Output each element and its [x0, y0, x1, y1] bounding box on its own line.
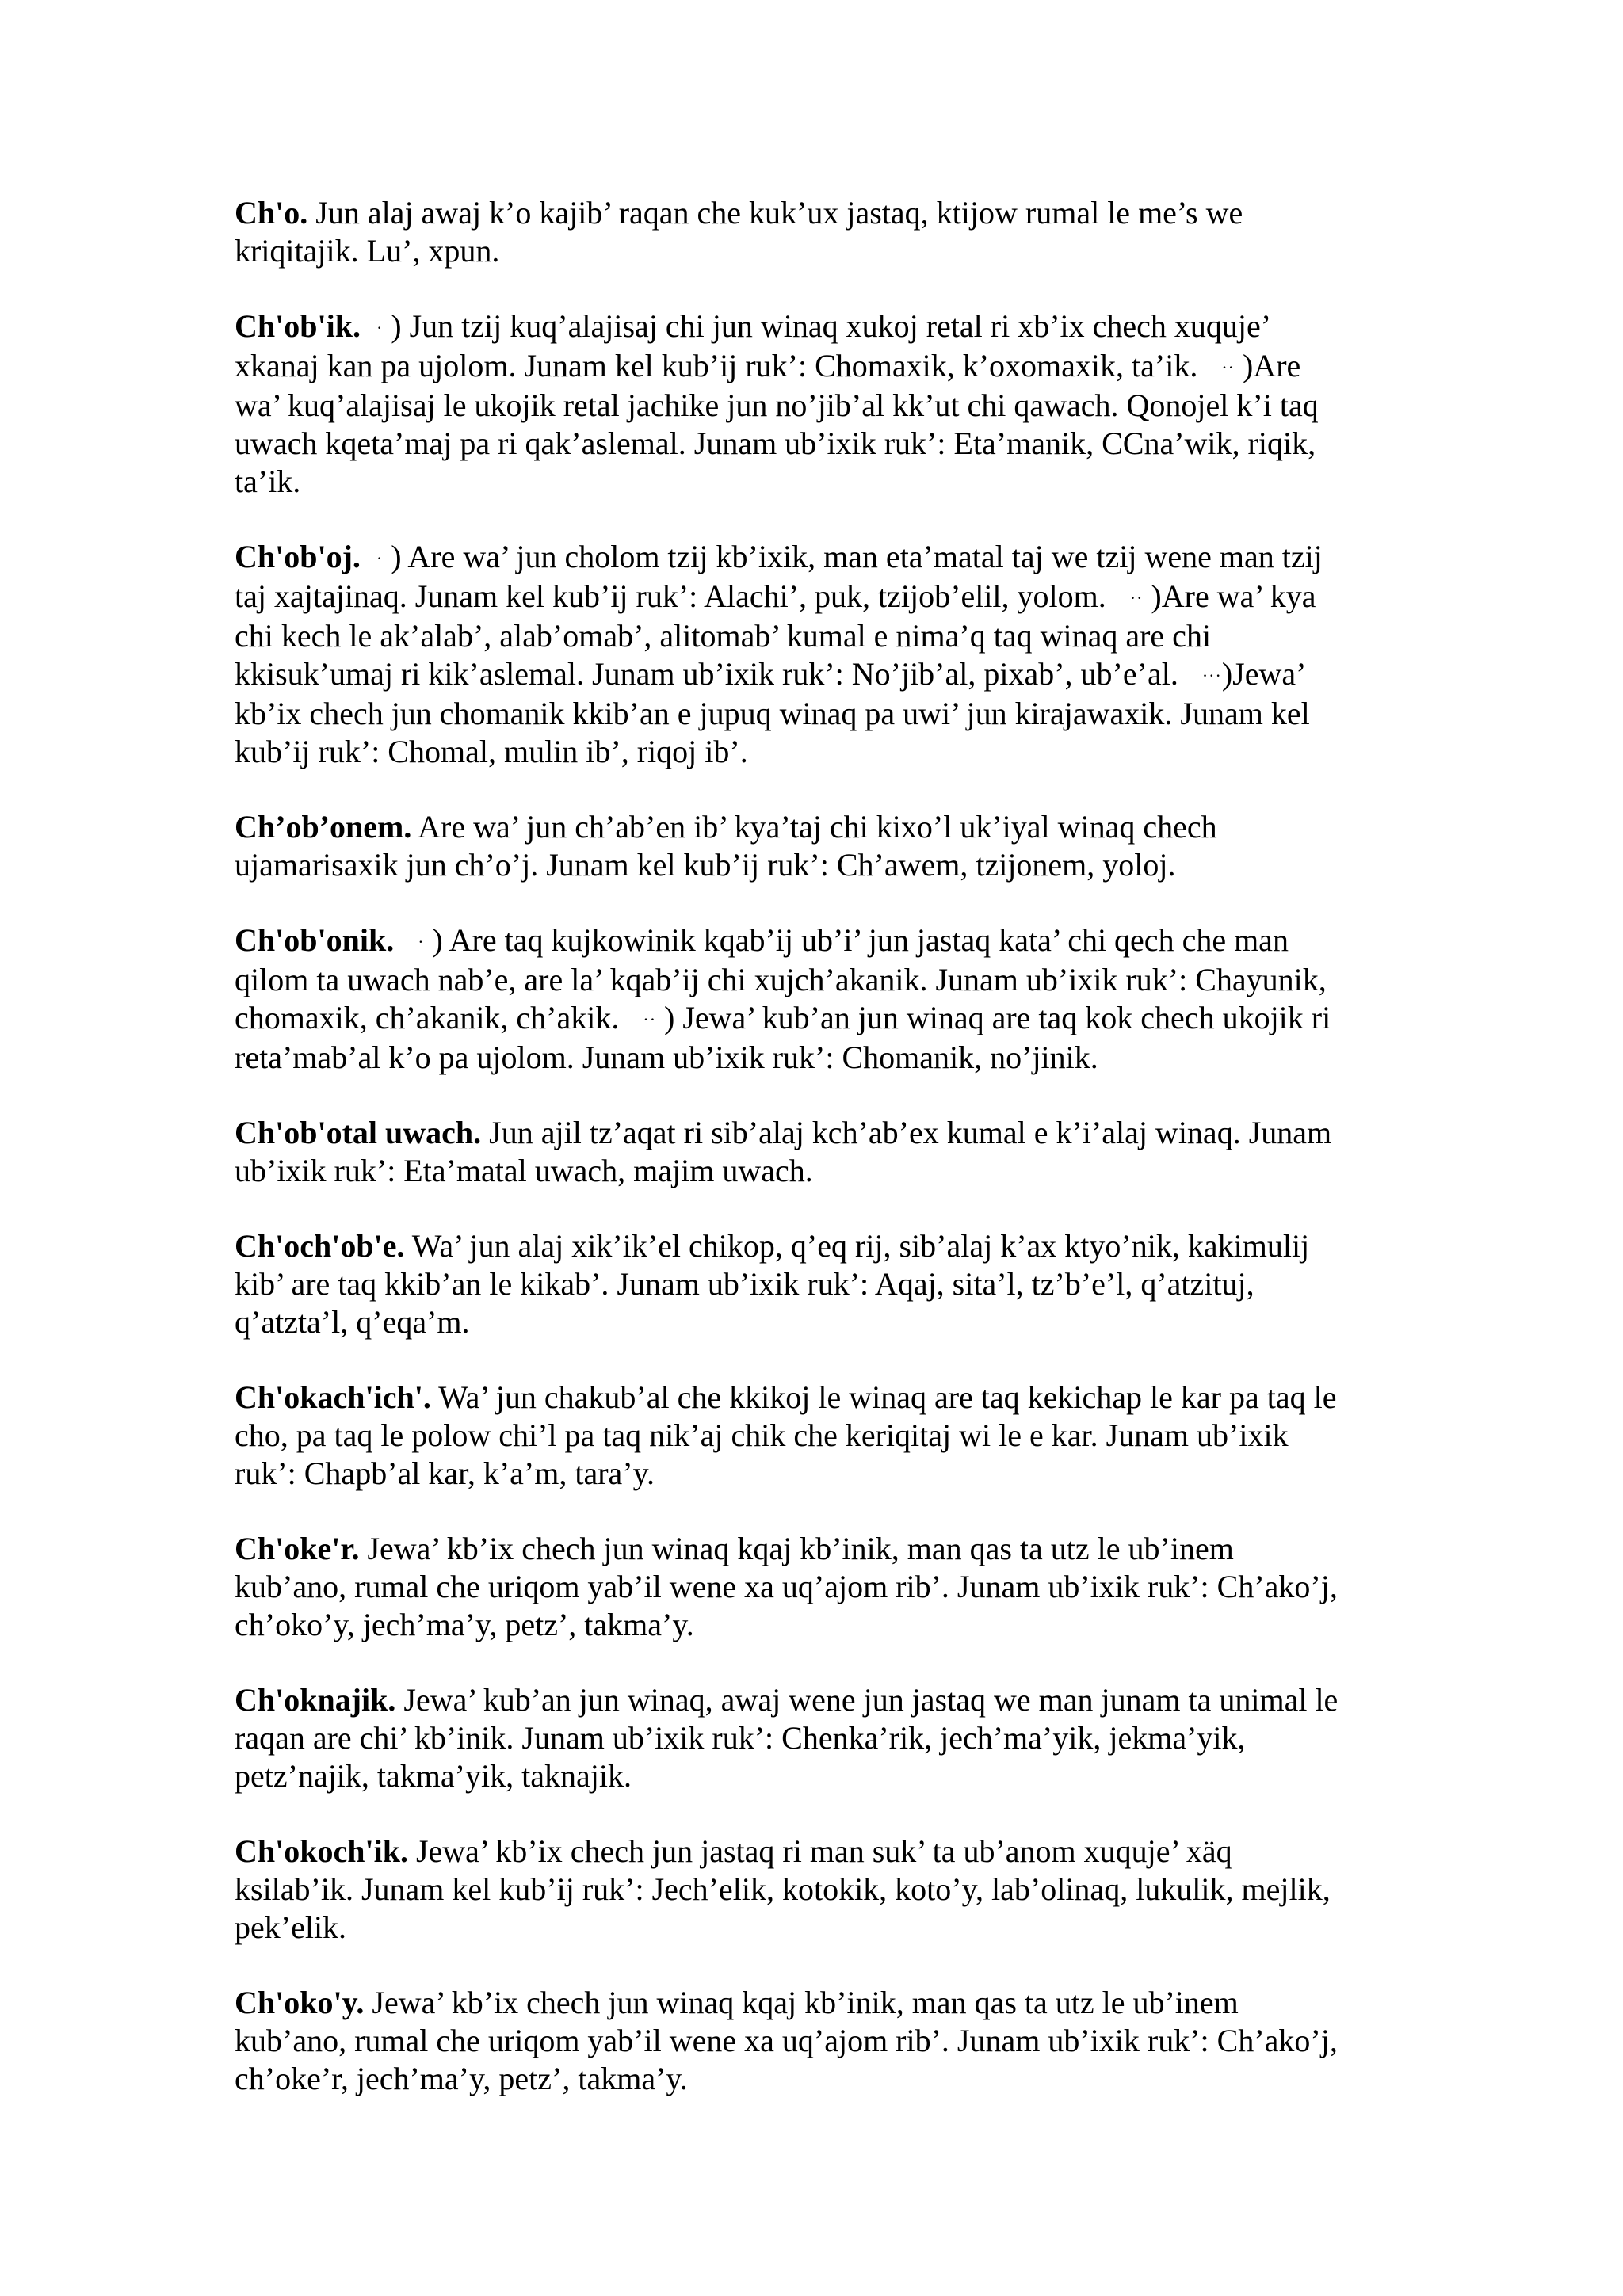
- entry-text: chomaxik, ch’akanik, ch’akik.: [235, 1000, 620, 1035]
- entry-term: Ch'okach'ich'.: [235, 1379, 431, 1415]
- entry-text: Jewa’ kb’ix chech jun jastaq ri man suk’ ta ub’anom xuquje’ xäq: [415, 1833, 1232, 1869]
- entry-term: Ch'ob'onik.: [235, 922, 395, 958]
- sense-number-3: ···: [1201, 666, 1222, 685]
- dictionary-entry: [235, 808, 1400, 884]
- dictionary-entry: [235, 1833, 1400, 1947]
- entry-text: cho, pa taq le polow chi’l pa taq nik’aj chik che keriqitaj wi le e kar. Junam ub’ixik: [235, 1417, 1289, 1453]
- entry-term: Ch’ob’onem.: [235, 809, 412, 845]
- document-page: [235, 194, 1400, 2135]
- entry-text: ) Jewa’ kub’an jun winaq are taq kok chech ukojik ri: [664, 1000, 1331, 1035]
- entry-text: ujamarisaxik jun ch’o’j. Junam kel kub’ij ruk’: Ch’awem, tzijonem, yoloj.: [235, 847, 1176, 883]
- entry-text: Wa’ jun alaj xik’ik’el chikop, q’eq rij, sib’alaj k’ax ktyo’nik, kakimulij: [411, 1228, 1310, 1264]
- entry-text: chi kech le ak’alab’, alab’omab’, alitomab’ kumal e nima’q taq winaq are chi: [235, 618, 1212, 654]
- entry-text: pek’elik.: [235, 1909, 347, 1945]
- entry-term: Ch'okoch'ik.: [235, 1833, 408, 1869]
- entry-text: Jewa’ kb’ix chech jun winaq kqaj kb’inik, man qas ta utz le ub’inem: [372, 1985, 1239, 2020]
- entry-term: Ch'och'ob'e.: [235, 1228, 405, 1264]
- entry-text: qilom ta uwach nab’e, are la’ kqab’ij chi xujch’akanik. Junam ub’ixik ruk’: Chayunik,: [235, 962, 1327, 997]
- dictionary-entry: [235, 1114, 1400, 1190]
- dictionary-entry: [235, 921, 1400, 1077]
- sense-number-2: ··: [1129, 588, 1144, 608]
- dictionary-entry: [235, 1227, 1400, 1341]
- entry-text: Jewa’ kb’ix chech jun winaq kqaj kb’inik, man qas ta utz le ub’inem: [367, 1531, 1234, 1566]
- entry-text: uwach kqeta’maj pa ri qak’aslemal. Junam ub’ixik ruk’: Eta’manik, CCna’wik, riqik,: [235, 425, 1316, 461]
- entry-text: )Are wa’ kya: [1151, 578, 1316, 614]
- sense-number-2: ··: [643, 1009, 657, 1029]
- entry-term: Ch'ob'ik.: [235, 308, 361, 344]
- entry-text: )Jewa’: [1221, 656, 1307, 692]
- entry-text: ruk’: Chapb’al kar, k’a’m, tara’y.: [235, 1455, 655, 1491]
- entry-text: petz’najik, takma’yik, taknajik.: [235, 1758, 632, 1794]
- dictionary-entry: [235, 194, 1400, 270]
- entry-text: Are wa’ jun ch’ab’en ib’ kya’taj chi kixo’l uk’iyal winaq chech: [418, 809, 1217, 845]
- sense-number-2: ··: [1221, 357, 1235, 377]
- entry-text: xkanaj kan pa ujolom. Junam kel kub’ij ruk’: Chomaxik, k’oxomaxik, ta’ik.: [235, 348, 1198, 383]
- entry-text: ch’oke’r, jech’ma’y, petz’, takma’y.: [235, 2061, 688, 2096]
- entry-term: Ch'oko'y.: [235, 1985, 365, 2020]
- entry-term: Ch'o.: [235, 195, 308, 231]
- entry-text: raqan are chi’ kb’inik. Junam ub’ixik ruk’: Chenka’rik, jech’ma’yik, jekma’yik,: [235, 1720, 1246, 1756]
- entry-text: kkisuk’umaj ri kik’aslemal. Junam ub’ixik ruk’: No’jib’al, pixab’, ub’e’al.: [235, 656, 1178, 692]
- entry-text: kub’ano, rumal che uriqom yab’il wene xa uq’ajom rib’. Junam ub’ixik ruk’: Ch’ako’j,: [235, 1569, 1338, 1604]
- entry-text: Wa’ jun chakub’al che kkikoj le winaq are taq kekichap le kar pa taq le: [438, 1379, 1337, 1415]
- dictionary-entry: [235, 538, 1400, 771]
- entry-text: kib’ are taq kkib’an le kikab’. Junam ub’ixik ruk’: Aqaj, sita’l, tz’b’e’l, q’atzituj,: [235, 1266, 1254, 1302]
- entry-text: q’atzta’l, q’eqa’m.: [235, 1304, 470, 1340]
- sense-number-1: ·: [418, 932, 425, 952]
- dictionary-entry: [235, 1530, 1400, 1644]
- dictionary-entry: [235, 307, 1400, 501]
- entry-text: kub’ij ruk’: Chomal, mulin ib’, riqoj ib’.: [235, 734, 748, 769]
- sense-number-1: ·: [376, 548, 384, 568]
- entry-text: ksilab’ik. Junam kel kub’ij ruk’: Jech’elik, kotokik, koto’y, lab’olinaq, lukulik, mejlik,: [235, 1871, 1331, 1907]
- entry-text: )Are: [1243, 348, 1301, 383]
- dictionary-entry: [235, 1681, 1400, 1795]
- entry-text: kriqitajik. Lu’, xpun.: [235, 233, 500, 269]
- entry-text: reta’mab’al k’o pa ujolom. Junam ub’ixik ruk’: Chomanik, no’jinik.: [235, 1039, 1098, 1075]
- entry-term: Ch'ob'oj.: [235, 539, 361, 574]
- sense-number-1: ·: [376, 318, 384, 338]
- entry-text: ch’oko’y, jech’ma’y, petz’, takma’y.: [235, 1607, 694, 1642]
- entry-term: Ch'ob'otal uwach.: [235, 1115, 482, 1150]
- entry-text: Jun alaj awaj k’o kajib’ raqan che kuk’ux jastaq, ktijow rumal le me’s we: [315, 195, 1243, 231]
- entry-text: ta’ik.: [235, 463, 301, 499]
- entry-text: wa’ kuq’alajisaj le ukojik retal jachike jun no’jib’al kk’ut chi qawach. Qonojel k’i taq: [235, 387, 1319, 423]
- entry-term: Ch'oknajik.: [235, 1682, 396, 1718]
- entry-term: Ch'oke'r.: [235, 1531, 360, 1566]
- dictionary-entry: [235, 1379, 1400, 1493]
- entry-text: kb’ix chech jun chomanik kkib’an e jupuq winaq pa uwi’ jun kirajawaxik. Junam kel: [235, 696, 1310, 731]
- entry-text: ub’ixik ruk’: Eta’matal uwach, majim uwach.: [235, 1153, 813, 1188]
- entry-text: kub’ano, rumal che uriqom yab’il wene xa uq’ajom rib’. Junam ub’ixik ruk’: Ch’ako’j,: [235, 2023, 1338, 2058]
- entry-text: ) Are taq kujkowinik kqab’ij ub’i’ jun jastaq kata’ chi qech che man: [432, 922, 1289, 958]
- entry-text: ) Jun tzij kuq’alajisaj chi jun winaq xukoj retal ri xb’ix chech xuquje’: [391, 308, 1272, 344]
- entry-text: Jun ajil tz’aqat ri sib’alaj kch’ab’ex kumal e k’i’alaj winaq. Junam: [489, 1115, 1332, 1150]
- entry-text: Jewa’ kub’an jun winaq, awaj wene jun jastaq we man junam ta unimal le: [403, 1682, 1338, 1718]
- entry-text: ) Are wa’ jun cholom tzij kb’ixik, man eta’matal taj we tzij wene man tzij: [391, 539, 1323, 574]
- dictionary-entry: [235, 1984, 1400, 2098]
- entry-text: taj xajtajinaq. Junam kel kub’ij ruk’: Alachi’, puk, tzijob’elil, yolom.: [235, 578, 1106, 614]
